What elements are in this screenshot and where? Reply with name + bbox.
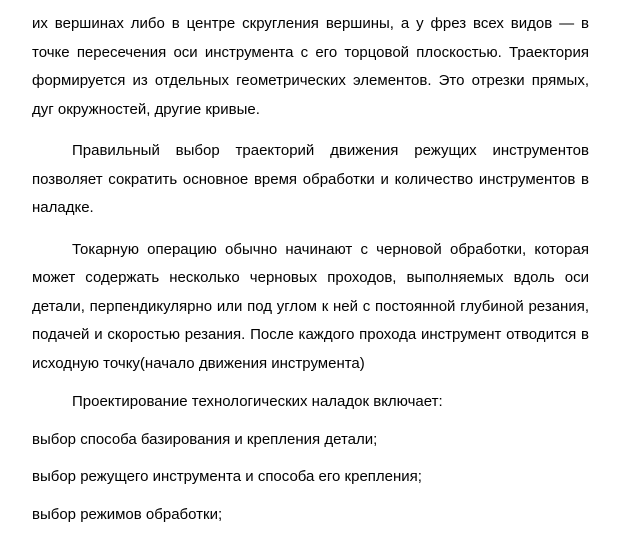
setup-steps-list: [32, 426, 589, 530]
list-item-modes: выбор режимов обработки;: [32, 505, 223, 523]
paragraph-tool-path-choice: Правильный выбор траекторий движения режущих инструментов позволяет сократить основное время обработки и количество инструментов в наладке.: [32, 142, 589, 216]
paragraph-trajectory: их вершинах либо в центре скругления вершины, а у фрез всех видов — в точке пересечения оси инструмента с его торцовой плоскостью. Траектория формируется из отдельных геометрических элементов. Это отрезки прямых, дуг окружностей, другие кривые.: [32, 15, 589, 118]
paragraph-turning-operation: Токарную операцию обычно начинают с черновой обработки, которая может содержать несколько черновых проходов, выполняемых вдоль оси детали, перпендикулярно или под углом к ней с постоянной глубиной резания, подачей и скоростью резания. После каждого прохода инструмент отводится в исходную точку(начало движения инструмента): [32, 240, 589, 372]
list-item-cutting-tool: выбор режущего инструмента и способа его крепления;: [32, 468, 422, 485]
list-item-basing: выбор способа базирования и крепления детали;: [32, 430, 378, 448]
paragraph-setup-design: Проектирование технологических наладок включает:: [72, 393, 443, 410]
